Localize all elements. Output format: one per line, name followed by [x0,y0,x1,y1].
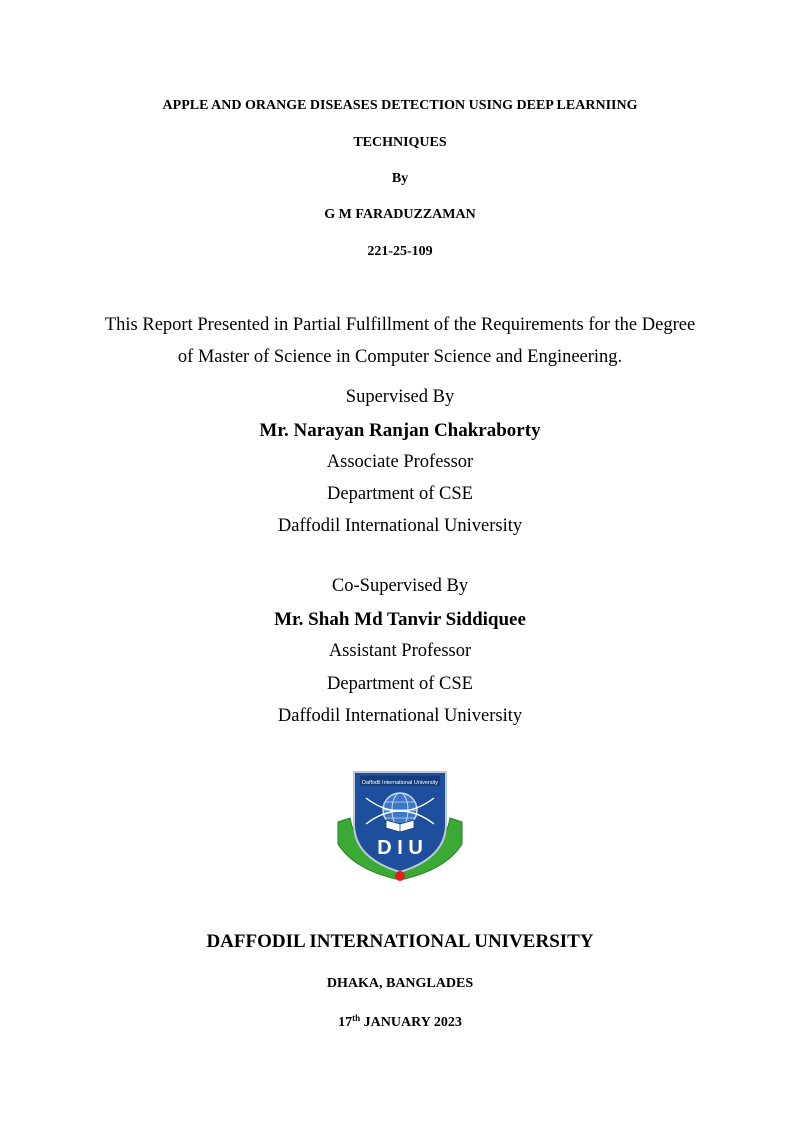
supervisor-department: Department of CSE [327,484,473,504]
student-id: 221-25-109 [367,244,433,259]
co-supervisor-university: Daffodil International University [277,706,523,726]
supervisor-title: Associate Professor [326,452,474,472]
date-day: 17 [338,1015,353,1030]
co-supervisor-heading: Co-Supervised By [331,576,469,596]
co-supervisor-name: Mr. Shah Md Tanvir Siddiquee [274,609,526,630]
date-rest: JANUARY 2023 [360,1015,462,1030]
thesis-title-line-1: APPLE AND ORANGE DISEASES DETECTION USING DEEP LEARNIING [162,98,638,113]
red-dot-icon [395,871,405,881]
co-supervisor-department: Department of CSE [327,674,473,694]
logo-letters: D I U [377,837,423,859]
co-supervisor-title: Assistant Professor [328,641,472,661]
location: DHAKA, BANGLADES [326,976,474,991]
supervisor-university: Daffodil International University [277,516,523,536]
report-statement-line-1: This Report Presented in Partial Fulfillment of the Requirements for the Degree [104,315,696,335]
supervisor-heading: Supervised By [345,387,455,407]
report-statement-line-2: of Master of Science in Computer Science and Engineering. [177,347,623,367]
author-name: G M FARADUZZAMAN [324,207,476,222]
by-label: By [391,171,409,186]
logo-ring-text: Daffodil International University [361,780,439,786]
date [0,1013,800,1030]
supervisor-name: Mr. Narayan Ranjan Chakraborty [259,420,541,441]
university-name: DAFFODIL INTERNATIONAL UNIVERSITY [206,931,594,952]
date-suffix: th [352,1013,361,1023]
thesis-title-line-2: TECHNIQUES [353,135,447,150]
diu-logo [336,762,464,886]
